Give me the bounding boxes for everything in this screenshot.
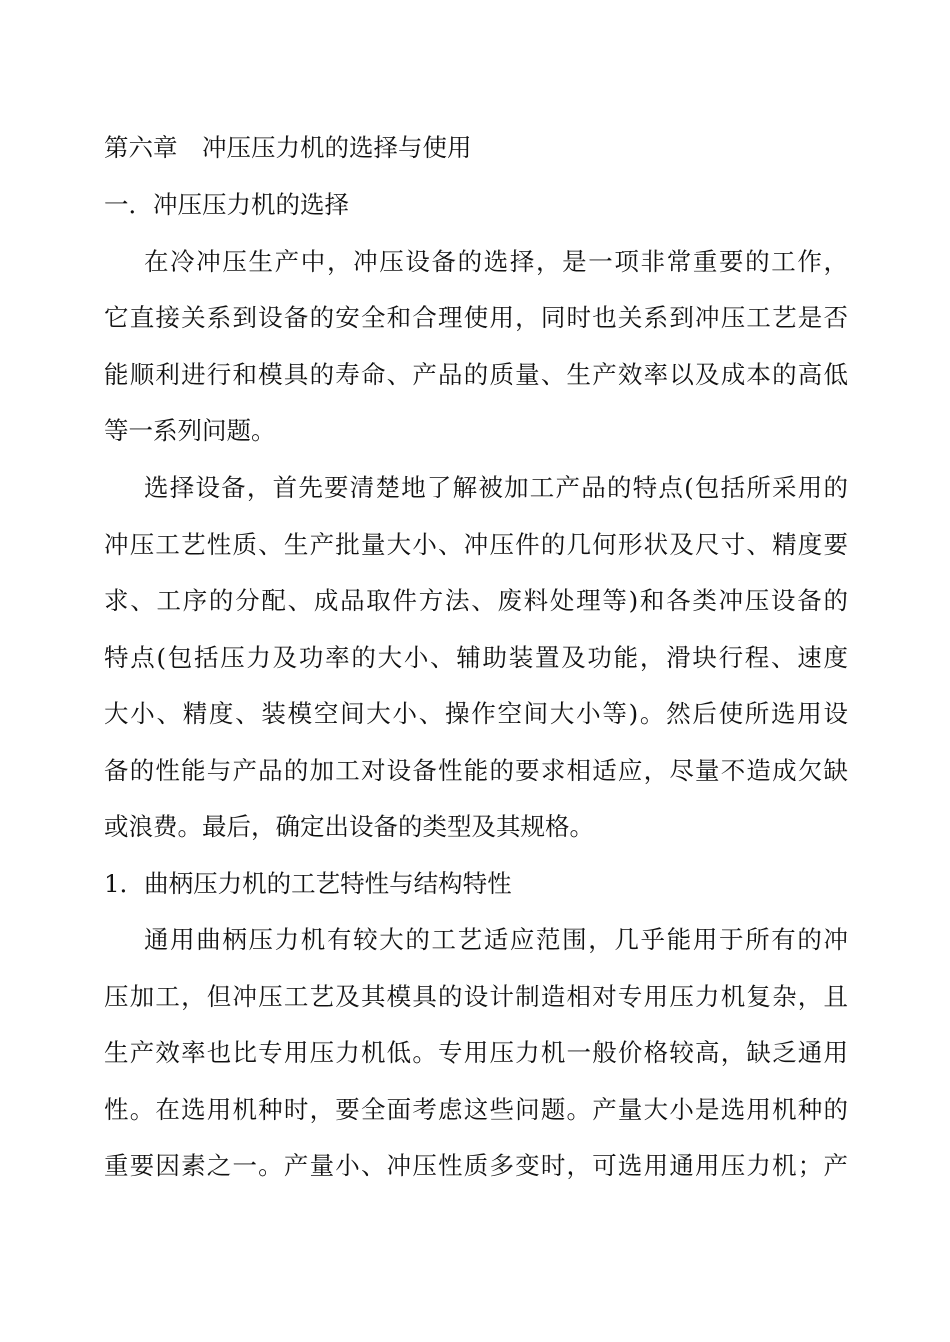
paragraph-line: 性。在选用机种时，要全面考虑这些问题。产量大小是选用机种的 [104,1095,848,1124]
paragraph-line: 它直接关系到设备的安全和合理使用，同时也关系到冲压工艺是否 [104,303,848,332]
paragraph-line: 备的性能与产品的加工对设备性能的要求相适应，尽量不造成欠缺 [104,756,848,785]
paragraph-line: 等一系列问题。 [104,416,276,445]
paragraph-line: 压加工，但冲压工艺及其模具的设计制造相对专用压力机复杂，且 [104,982,848,1011]
paragraph-line: 生产效率也比专用压力机低。专用压力机一般价格较高，缺乏通用 [104,1038,848,1067]
paragraph-line: 或浪费。最后，确定出设备的类型及其规格。 [104,812,594,841]
chapter-title: 第六章 冲压压力机的选择与使用 [104,133,472,162]
subsection-title: 1．曲柄压力机的工艺特性与结构特性 [104,869,512,898]
paragraph-line: 通用曲柄压力机有较大的工艺适应范围，几乎能用于所有的冲 [144,925,848,954]
paragraph-line: 大小、精度、装模空间大小、操作空间大小等)。然后使所选用设 [104,699,848,728]
paragraph-line: 在冷冲压生产中，冲压设备的选择，是一项非常重要的工作， [144,247,848,276]
paragraph-line: 求、工序的分配、成品取件方法、废料处理等)和各类冲压设备的 [104,586,848,615]
paragraph-line: 特点(包括压力及功率的大小、辅助装置及功能，滑块行程、速度 [104,643,848,672]
paragraph-line: 选择设备，首先要清楚地了解被加工产品的特点(包括所采用的 [144,473,848,502]
paragraph-line: 能顺利进行和模具的寿命、产品的质量、生产效率以及成本的高低 [104,360,848,389]
section-title: 一．冲压压力机的选择 [104,190,349,219]
paragraph-line: 重要因素之一。产量小、冲压性质多变时，可选用通用压力机；产 [104,1151,848,1180]
paragraph-line: 冲压工艺性质、生产批量大小、冲压件的几何形状及尺寸、精度要 [104,530,848,559]
